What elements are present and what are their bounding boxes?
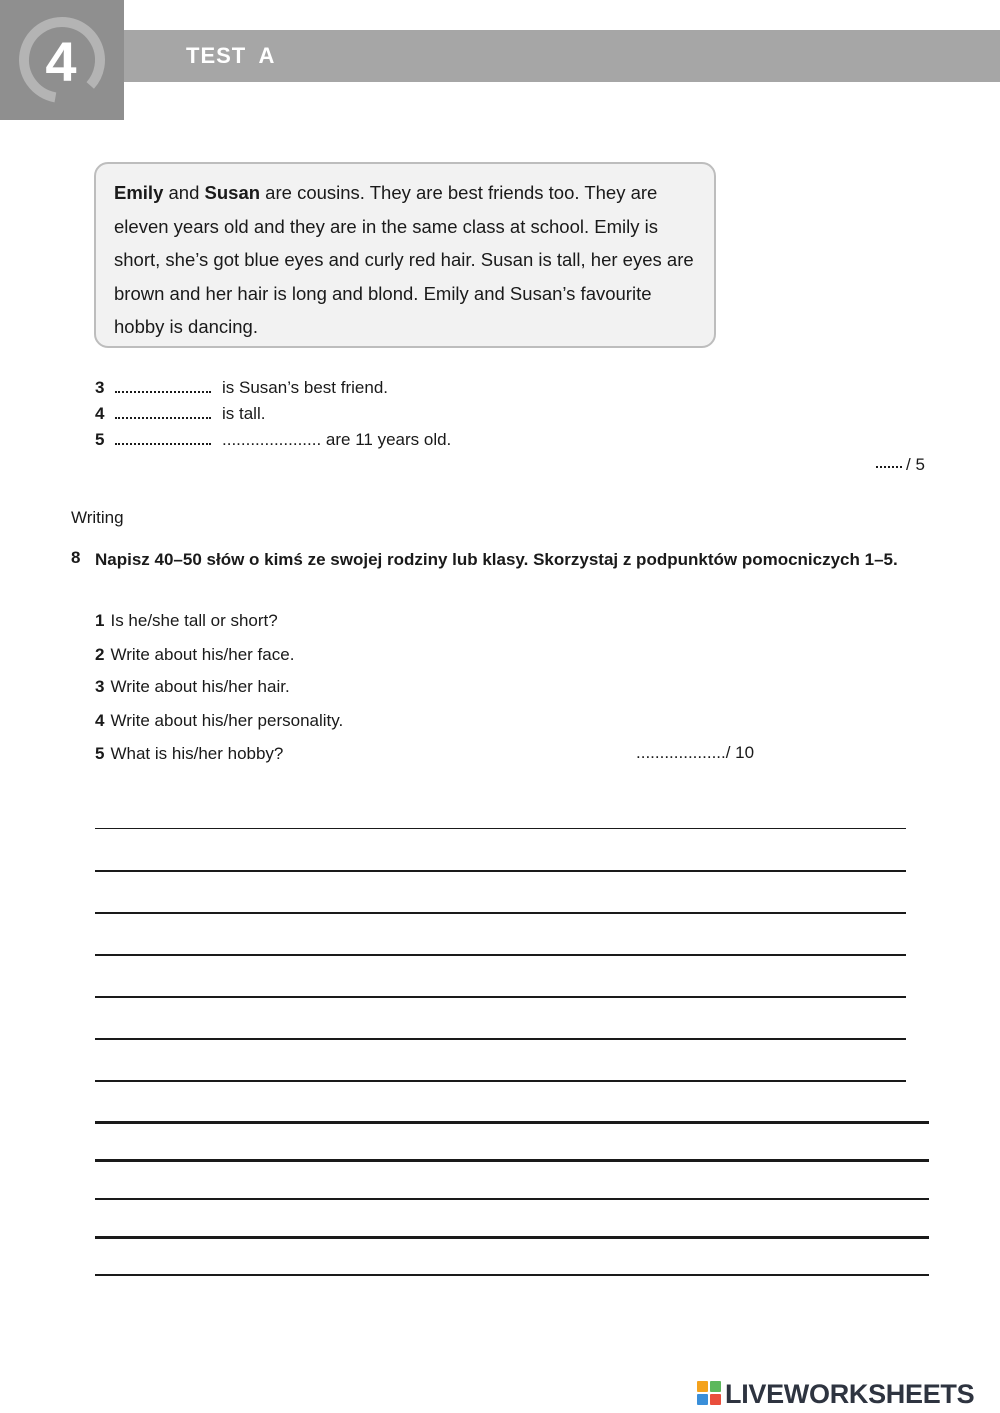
task-instruction: Napisz 40–50 słów o kimś ze swojej rodziny lub klasy. Skorzystaj z podpunktów pomocniczych 1–5. [95, 550, 898, 569]
score-blank[interactable] [876, 466, 902, 468]
test-title: TEST A [186, 43, 276, 68]
writing-score: .................../ 10 [636, 743, 755, 762]
reading-passage [94, 162, 716, 348]
prompt-number: 4 [95, 711, 105, 730]
unit-number: 4 [45, 30, 77, 93]
logo-text: LIVEWORKSHEETS [725, 1379, 975, 1409]
writing-line[interactable] [95, 1080, 906, 1082]
passage-name-susan: Susan [204, 182, 261, 203]
exercise-text: ..................... are 11 years old. [222, 430, 452, 449]
score-total: / 5 [906, 455, 925, 474]
passage-and: and [163, 182, 205, 203]
prompt-text: Is he/she tall or short? [110, 611, 278, 630]
prompt-text: What is his/her hobby? [110, 744, 284, 763]
prompt-number: 3 [95, 677, 105, 696]
answer-blank-5[interactable] [115, 443, 211, 445]
prompt-number: 1 [95, 611, 105, 630]
passage-name-emily: Emily [114, 182, 164, 203]
exercise-number: 3 [95, 378, 105, 397]
logo-blocks-icon [697, 1381, 721, 1405]
unit-badge [0, 0, 124, 120]
prompt-item-4 [95, 710, 343, 732]
header-bar [124, 30, 1000, 82]
writing-line[interactable] [95, 996, 906, 998]
prompt-item-2 [95, 644, 294, 666]
prompt-text: Write about his/her personality. [110, 711, 344, 730]
writing-line[interactable] [95, 1274, 929, 1276]
prompt-number: 5 [95, 744, 105, 763]
prompt-text: Write about his/her hair. [110, 677, 290, 696]
writing-line[interactable] [95, 828, 906, 829]
exercise-number: 5 [95, 430, 105, 449]
answer-blank-4[interactable] [115, 417, 211, 419]
passage-text: are cousins. They are best friends too. They are eleven years old and they are in the same class at school. Emily is short, she’s got blue eyes and curly red hair. Susan is tall, her eyes are brown and her hair is long and blond. Emily and Susan’s favourite hobby is dancing. [114, 182, 694, 337]
exercise-number: 4 [95, 404, 105, 423]
prompt-text: Write about his/her face. [110, 645, 295, 664]
exercise-text: is tall. [222, 404, 266, 423]
writing-line[interactable] [95, 912, 906, 914]
task-number: 8 [71, 548, 81, 567]
prompt-item-1 [95, 610, 278, 632]
writing-line[interactable] [95, 1159, 929, 1162]
writing-line[interactable] [95, 1038, 906, 1040]
exercise-text: is Susan’s best friend. [222, 378, 388, 397]
writing-line[interactable] [95, 954, 906, 956]
prompt-number: 2 [95, 645, 105, 664]
section-label-writing: Writing [71, 508, 124, 527]
prompt-item-5 [95, 743, 283, 765]
writing-line[interactable] [95, 1198, 929, 1200]
exercise-score [876, 455, 925, 475]
writing-line[interactable] [95, 870, 906, 872]
writing-line[interactable] [95, 1236, 929, 1239]
prompt-item-3 [95, 676, 290, 698]
writing-line[interactable] [95, 1121, 929, 1124]
answer-blank-3[interactable] [115, 391, 211, 393]
